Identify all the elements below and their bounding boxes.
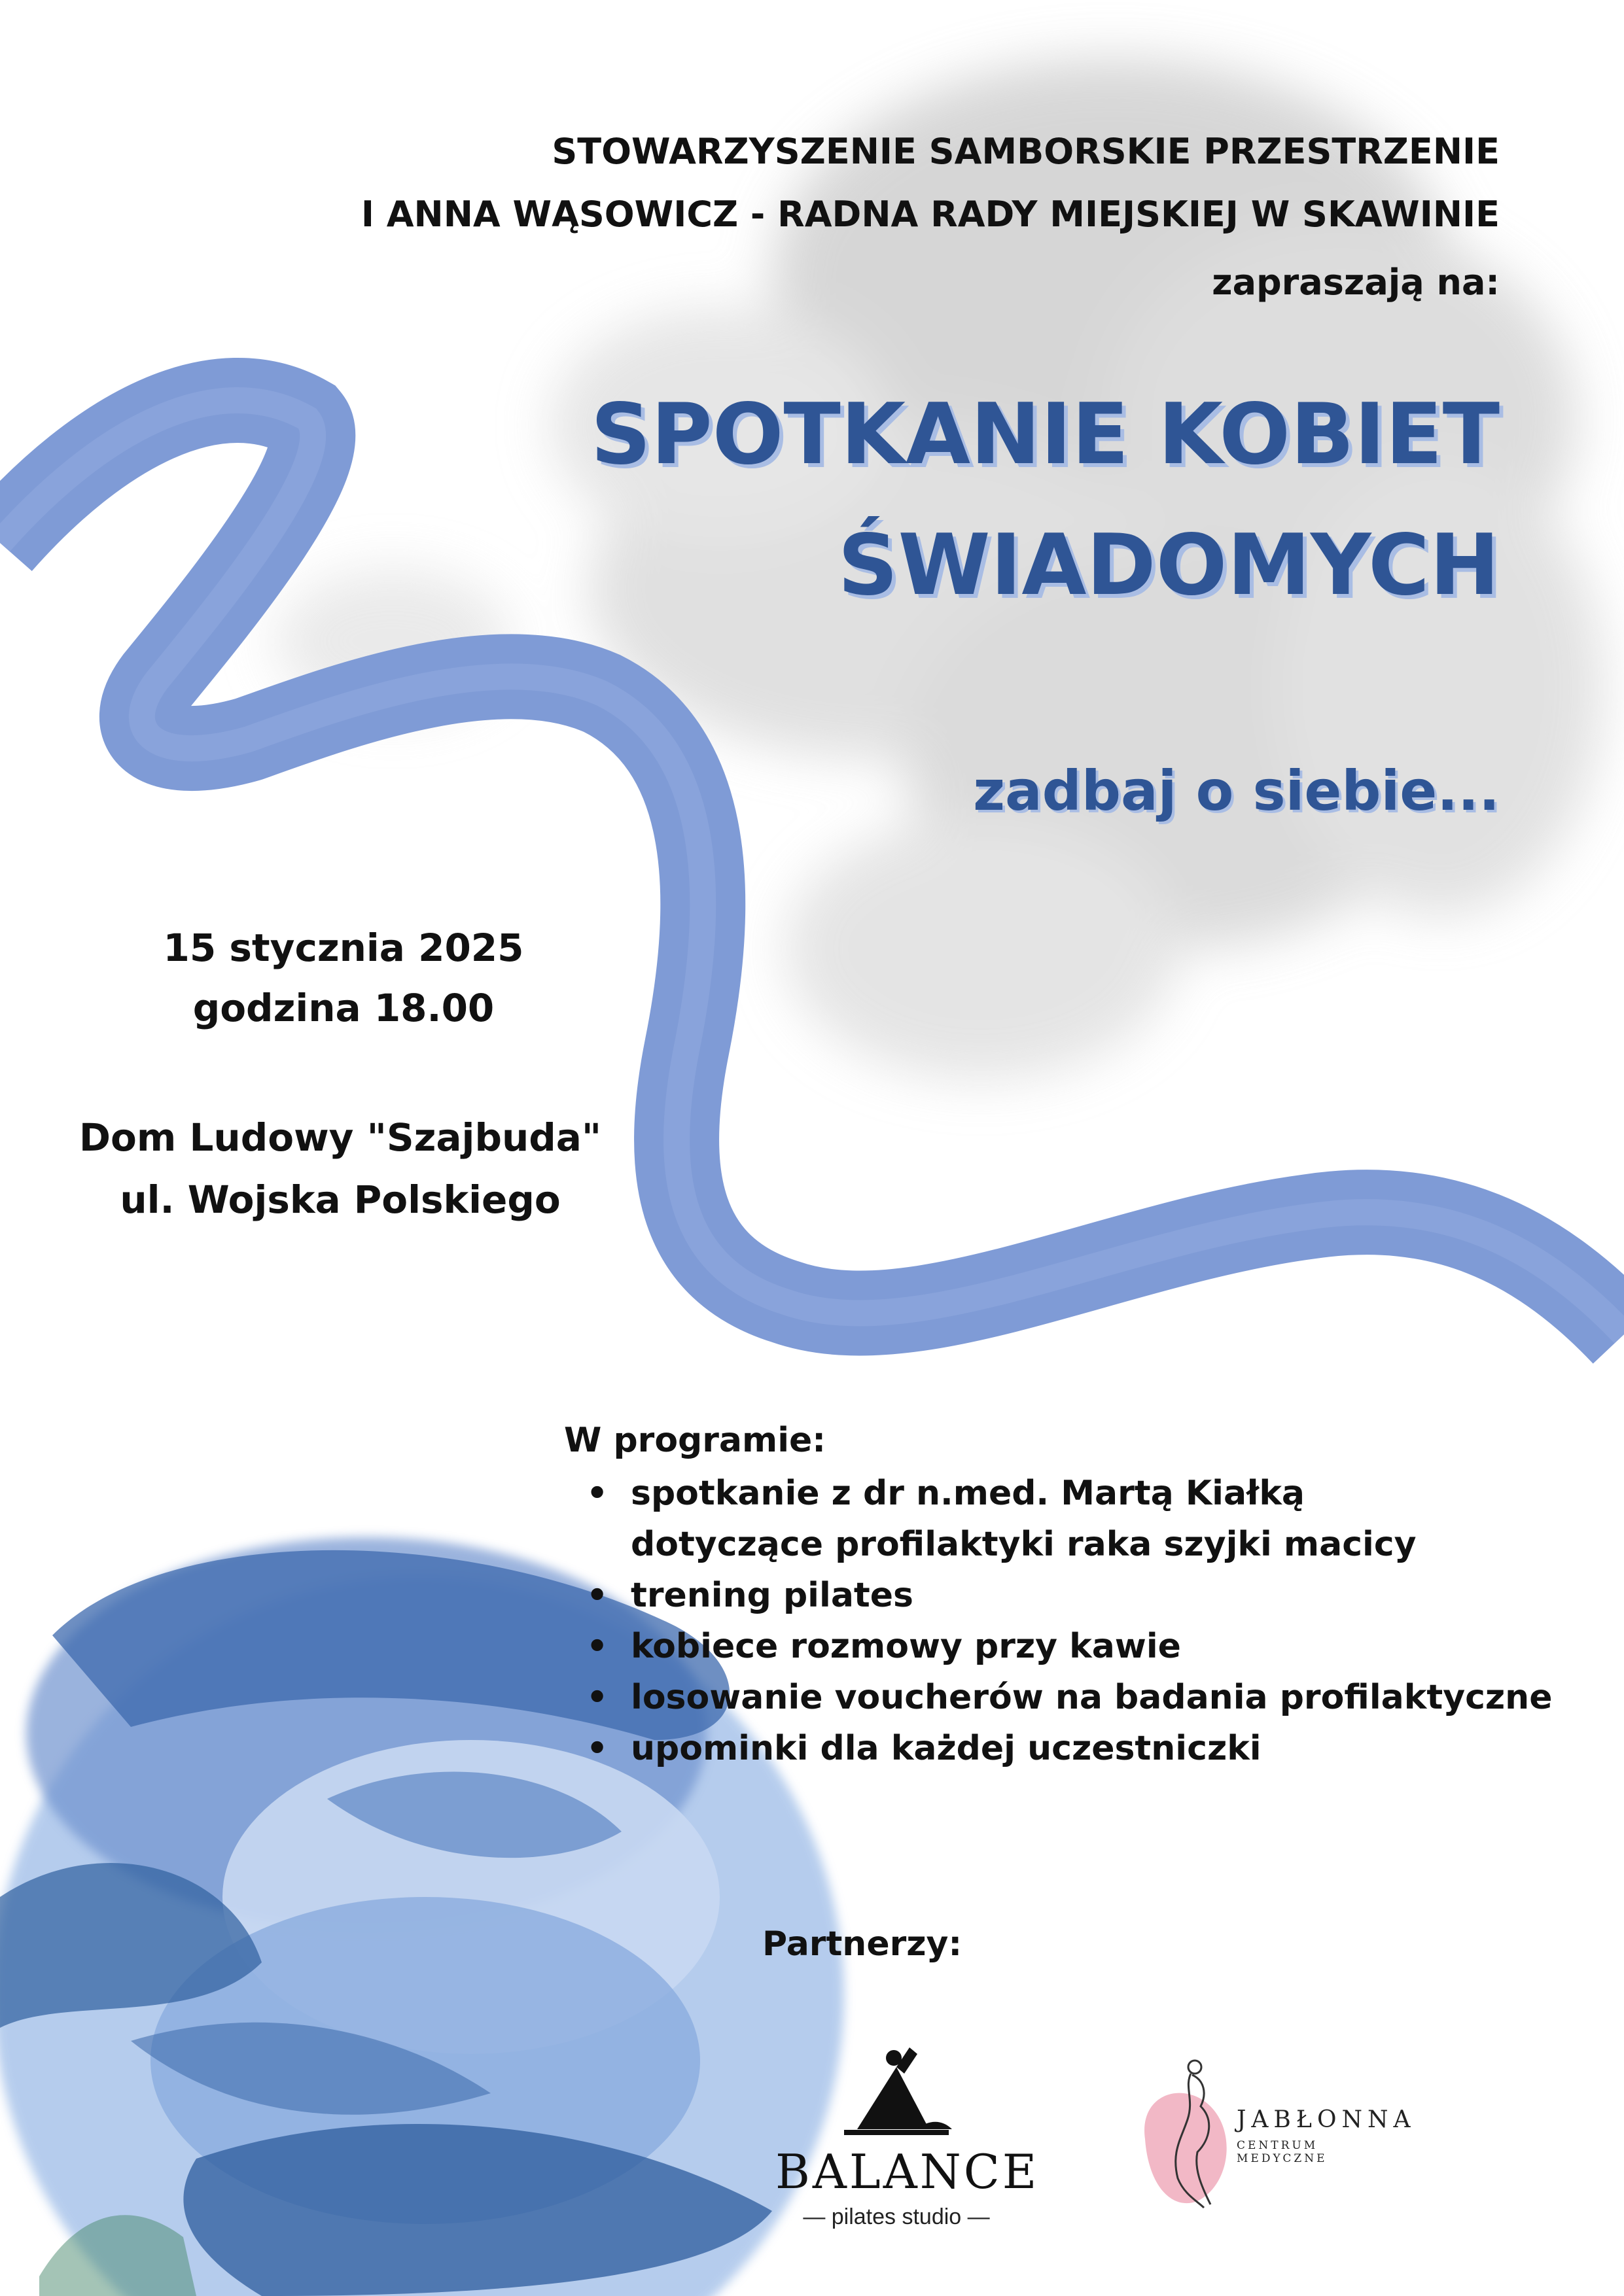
list-item: • upominki dla każdej uczestniczki [576,1723,1597,1774]
balance-subtitle: — pilates studio — [803,2204,990,2229]
jablonna-logo [1132,2054,1416,2211]
partners-heading: Partnerzy: [762,1924,962,1964]
program-list [576,1468,1597,1774]
balance-name: BALANCE [775,2144,1040,2199]
balance-logo [775,2041,1040,2230]
jablonna-name: JABŁONNA [1237,2106,1416,2133]
list-item: • losowanie voucherów na badania profilaktyczne [576,1672,1597,1723]
event-venue: Dom Ludowy "Szajbuda" [79,1115,602,1160]
event-tagline: zadbaj o siebie... [973,759,1500,823]
jablonna-subtitle: CENTRUM MEDYCZNE [1237,2139,1328,2165]
organizer-line-2: I ANNA WĄSOWICZ - RADNA RADY MIEJSKIEJ W SKAWINIE [361,194,1500,235]
list-item: • kobiece rozmowy przy kawie [576,1621,1597,1672]
list-item: • trening pilates [576,1570,1597,1621]
event-title-line-1: SPOTKANIE KOBIET [590,386,1500,483]
event-title-line-2: ŚWIADOMYCH [838,517,1500,614]
list-item: • spotkanie z dr n.med. Martą Kiałką dotyczące profilaktyki raka szyjki macicy [576,1468,1508,1570]
organizer-line-1: STOWARZYSZENIE SAMBORSKIE PRZESTRZENIE [552,131,1500,172]
event-date: 15 stycznia 2025 [163,926,524,970]
event-time: godzina 18.00 [192,986,495,1030]
event-street: ul. Wojska Polskiego [120,1177,561,1222]
invite-text: zapraszają na: [1212,262,1500,303]
woman-silhouette-icon [1132,2054,1250,2211]
pilates-figure-icon [831,2041,962,2139]
program-heading: W programie: [564,1421,826,1460]
